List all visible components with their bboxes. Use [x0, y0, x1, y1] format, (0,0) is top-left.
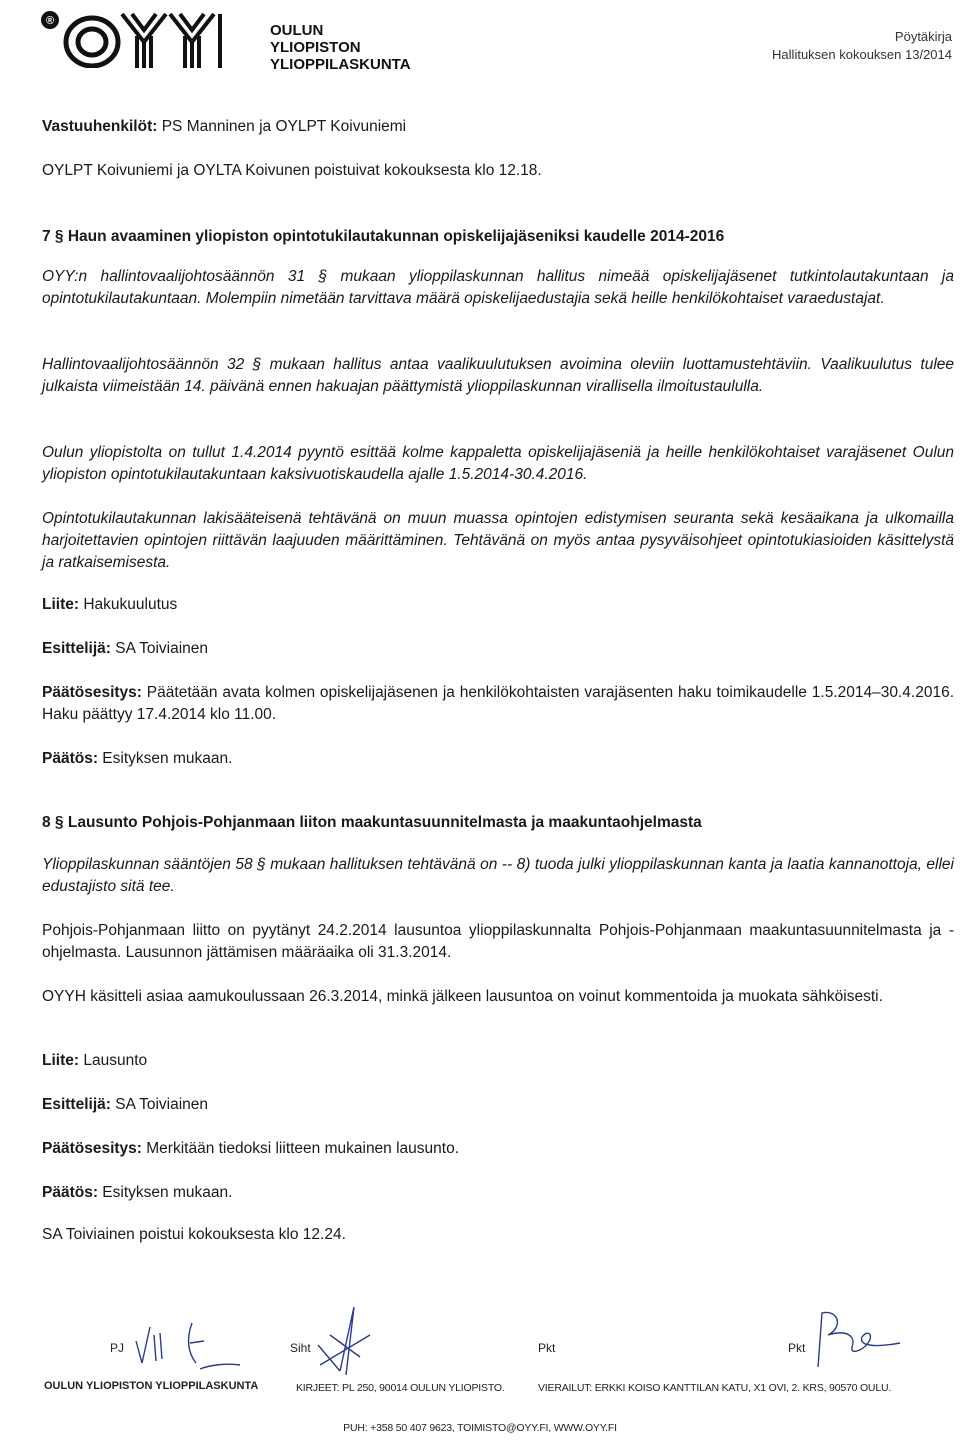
responsible-value: PS Manninen ja OYLPT Koivuniemi	[157, 118, 407, 135]
section-7-decision	[42, 748, 954, 770]
section-7-attachment	[42, 594, 954, 616]
responsible-label: Vastuuhenkilöt:	[42, 118, 158, 135]
proposal-label: Päätösesitys:	[42, 1140, 142, 1157]
logo-line-1: OULUN	[270, 22, 324, 39]
svg-text:®: ®	[45, 15, 55, 27]
decision-value: Esityksen mukaan.	[98, 750, 233, 767]
sig-label-pkt-2: Pkt	[788, 1341, 806, 1355]
meeting-number: Hallituksen kokouksen 13/2014	[772, 47, 952, 62]
section-7-proposal	[42, 682, 954, 726]
section-8-proposal	[42, 1138, 954, 1160]
presenter-label: Esittelijä:	[42, 640, 111, 657]
section-8-presenter	[42, 1094, 954, 1116]
presenter-label: Esittelijä:	[42, 1096, 111, 1113]
section-8-left-note: SA Toiviainen poistui kokouksesta klo 12.24.	[42, 1226, 346, 1243]
signature-pj	[130, 1313, 250, 1373]
footer-visit-address: VIERAILUT: ERKKI KOISO KANTTILAN KATU, X1 OVI, 2. KRS, 90570 OULU.	[538, 1382, 892, 1394]
section-7-paragraph-1: OYY:n hallintovaalijohtosäännön 31 § mukaan ylioppilaskunnan hallitus nimeää opiskelijajäsenet tutkintolautakuntaan ja opintotukilautakuntaan. Molempiin nimetään tarvittava määrä opiskelijaedustajia sekä heille henkilökohtaiset varaedustajat.	[42, 268, 954, 307]
section-8-heading: 8 § Lausunto Pohjois-Pohjanmaan liiton maakuntasuunnitelmasta ja maakuntaohjelmasta	[42, 814, 702, 831]
attachment-label: Liite:	[42, 596, 80, 613]
signature-pkt	[808, 1307, 908, 1373]
section-7-paragraph-4: Opintotukilautakunnan lakisääteisenä tehtävänä on muun muassa opintojen edistymisen seuranta sekä kesäaikana ja ulkomailla harjoitettavien opintojen riittävän laajuuden määrittäminen. Tehtävänä on myös antaa pysyväisohjeet opintotukiasioiden käsittelystä ja ratkaisemisesta.	[42, 510, 954, 571]
footer-mail-address: KIRJEET: PL 250, 90014 OULUN YLIOPISTO.	[296, 1382, 505, 1394]
section-8-paragraph-2: Pohjois-Pohjanmaan liitto on pyytänyt 24.2.2014 lausuntoa ylioppilaskunnalta Pohjois-Pohjanmaan maakuntasuunnitelmasta ja -ohjelmasta. Lausunnon jättämisen määräaika oli 31.3.2014.	[42, 922, 954, 961]
responsible-persons	[42, 116, 954, 138]
attachment-value: Hakukuulutus	[79, 596, 178, 613]
logo-text	[270, 22, 411, 73]
sig-label-pkt-1: Pkt	[538, 1341, 556, 1355]
proposal-label: Päätösesitys:	[42, 684, 142, 701]
section-8-attachment	[42, 1050, 954, 1072]
members-left-note: OYLPT Koivuniemi ja OYLTA Koivunen poistuivat kokouksesta klo 12.18.	[42, 162, 542, 179]
presenter-value: SA Toiviainen	[110, 640, 209, 657]
signature-siht	[310, 1305, 390, 1377]
document-meta	[772, 28, 952, 64]
section-8-paragraph-1: Ylioppilaskunnan sääntöjen 58 § mukaan hallituksen tehtävänä on -- 8) tuoda julki ylioppilaskunnan kanta ja laatia kannanottoja, ellei edustajisto sitä tee.	[42, 856, 954, 895]
attachment-label: Liite:	[42, 1052, 80, 1069]
proposal-value: Merkitään tiedoksi liitteen mukainen lausunto.	[141, 1140, 460, 1157]
oyy-logo-mark	[40, 8, 230, 68]
section-8-decision	[42, 1182, 954, 1204]
signature-row	[0, 1305, 960, 1375]
decision-label: Päätös:	[42, 750, 98, 767]
section-7-paragraph-3: Oulun yliopistolta on tullut 1.4.2014 pyyntö esittää kolme kappaletta opiskelijajäseniä ja heille henkilökohtaiset varajäsenet Oulun yliopiston opintotukilautakuntaan kaksivuotiskaudella ajalle 1.5.2014-30.4.2016.	[42, 444, 954, 483]
footer-contact: PUH: +358 50 407 9623, TOIMISTO@OYY.FI, WWW.OYY.FI	[343, 1422, 617, 1434]
sig-label-pj: PJ	[110, 1341, 125, 1355]
section-7-paragraph-2: Hallintovaalijohtosäännön 32 § mukaan hallitus antaa vaalikuulutuksen avoimina oleviin luottamustehtäviin. Vaalikuulutus tulee julkaista viimeistään 14. päivänä ennen hakuajan päättymistä ylioppilaskunnan virallisella ilmoitustaululla.	[42, 356, 954, 395]
decision-value: Esityksen mukaan.	[98, 1184, 233, 1201]
document-type: Pöytäkirja	[894, 29, 952, 44]
proposal-value: Päätetään avata kolmen opiskelijajäsenen ja henkilökohtaisten varajäsenten haku toimikaudelle 1.5.2014–30.4.2016. Haku päättyy 17.4.2014 klo 11.00.	[42, 684, 954, 723]
oyy-logo	[40, 8, 411, 73]
footer-organization: OULUN YLIOPISTON YLIOPPILASKUNTA	[44, 1380, 259, 1392]
logo-line-3: YLIOPPILASKUNTA	[270, 56, 411, 73]
sig-label-siht: Siht	[290, 1341, 311, 1355]
logo-line-2: YLIOPISTON	[270, 39, 361, 56]
decision-label: Päätös:	[42, 1184, 98, 1201]
section-8-paragraph-3: OYYH käsitteli asiaa aamukoulussaan 26.3.2014, minkä jälkeen lausuntoa on voinut kommentoida ja muokata sähköisesti.	[42, 988, 883, 1005]
section-7-heading: 7 § Haun avaaminen yliopiston opintotukilautakunnan opiskelijajäseniksi kaudelle 2014-2016	[42, 228, 725, 245]
attachment-value: Lausunto	[79, 1052, 148, 1069]
section-7-presenter	[42, 638, 954, 660]
presenter-value: SA Toiviainen	[110, 1096, 209, 1113]
